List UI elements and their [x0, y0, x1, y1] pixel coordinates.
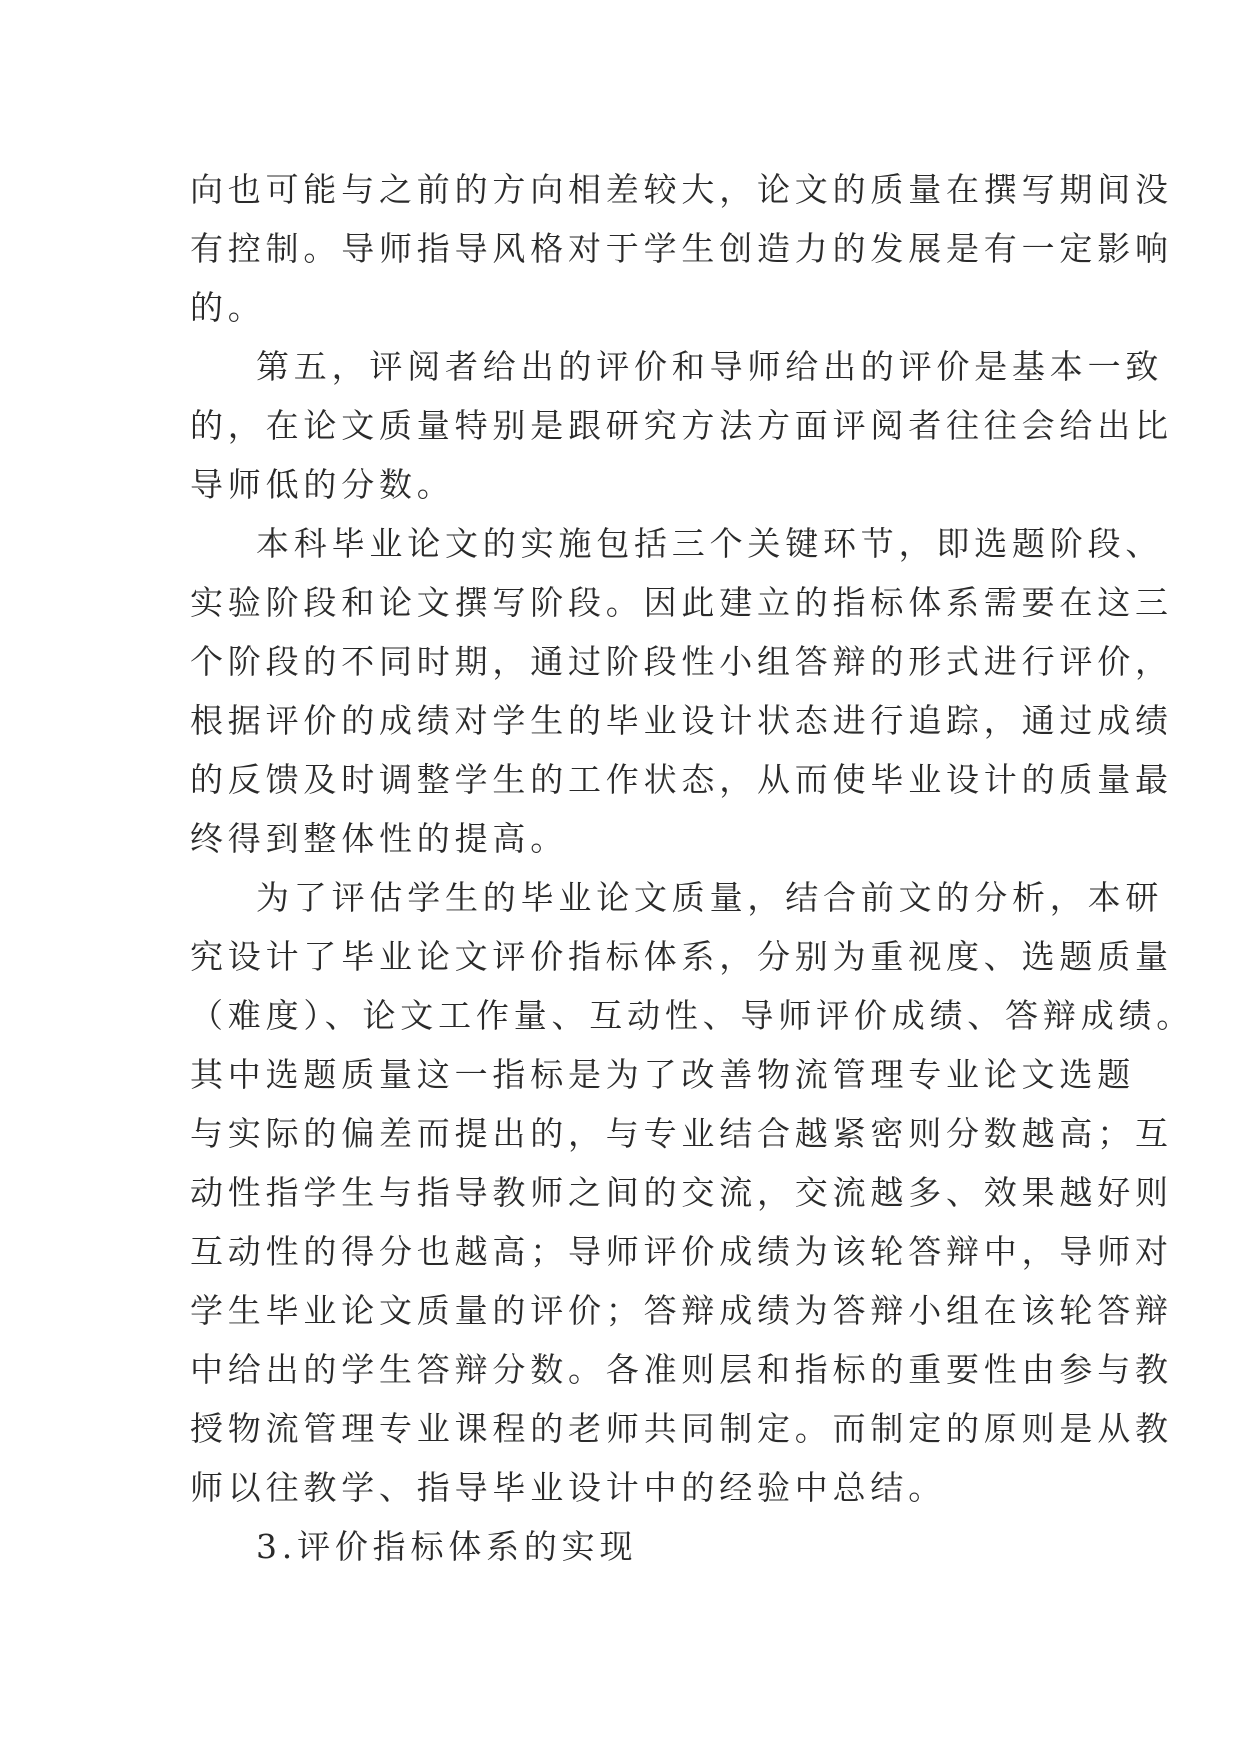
- text-line: 根据评价的成绩对学生的毕业设计状态进行追踪，通过成绩: [190, 701, 1173, 740]
- text-line: 的反馈及时调整学生的工作状态，从而使毕业设计的质量最: [190, 760, 1173, 799]
- text-line: 学生毕业论文质量的评价；答辩成绩为答辩小组在该轮答辩: [190, 1291, 1173, 1330]
- text-line: （难度）、论文工作量、互动性、导师评价成绩、答辩成绩。: [190, 996, 1195, 1035]
- paragraph-start-line: 第五，评阅者给出的评价和导师给出的评价是基本一致: [256, 347, 1164, 386]
- text-line: 究设计了毕业论文评价指标体系，分别为重视度、选题质量: [190, 937, 1173, 976]
- text-line: 向也可能与之前的方向相差较大，论文的质量在撰写期间没: [190, 170, 1173, 209]
- text-line: 个阶段的不同时期，通过阶段性小组答辩的形式进行评价，: [190, 642, 1173, 681]
- text-line: 师以往教学、指导毕业设计中的经验中总结。: [190, 1468, 946, 1507]
- section-heading: 3.评价指标体系的实现: [256, 1527, 638, 1566]
- text-line: 与实际的偏差而提出的，与专业结合越紧密则分数越高；互: [190, 1114, 1173, 1153]
- text-line: 有控制。导师指导风格对于学生创造力的发展是有一定影响: [190, 229, 1173, 268]
- text-line: 导师低的分数。: [190, 465, 455, 504]
- text-line: 的，在论文质量特别是跟研究方法方面评阅者往往会给出比: [190, 406, 1173, 445]
- body-text: [190, 160, 1195, 1576]
- text-line: 动性指学生与指导教师之间的交流，交流越多、效果越好则: [190, 1173, 1173, 1212]
- paragraph-start-line: 本科毕业论文的实施包括三个关键环节，即选题阶段、: [256, 524, 1164, 563]
- text-line: 终得到整体性的提高。: [190, 819, 568, 858]
- text-line: 互动性的得分也越高；导师评价成绩为该轮答辩中，导师对: [190, 1232, 1173, 1271]
- text-line: 其中选题质量这一指标是为了改善物流管理专业论文选题: [190, 1055, 1135, 1094]
- text-line: 实验阶段和论文撰写阶段。因此建立的指标体系需要在这三: [190, 583, 1173, 622]
- text-line: 的。: [190, 288, 266, 327]
- text-line: 授物流管理专业课程的老师共同制定。而制定的原则是从教: [190, 1409, 1173, 1448]
- paragraph-start-line: 为了评估学生的毕业论文质量，结合前文的分析，本研: [256, 878, 1164, 917]
- text-line: 中给出的学生答辩分数。各准则层和指标的重要性由参与教: [190, 1350, 1173, 1389]
